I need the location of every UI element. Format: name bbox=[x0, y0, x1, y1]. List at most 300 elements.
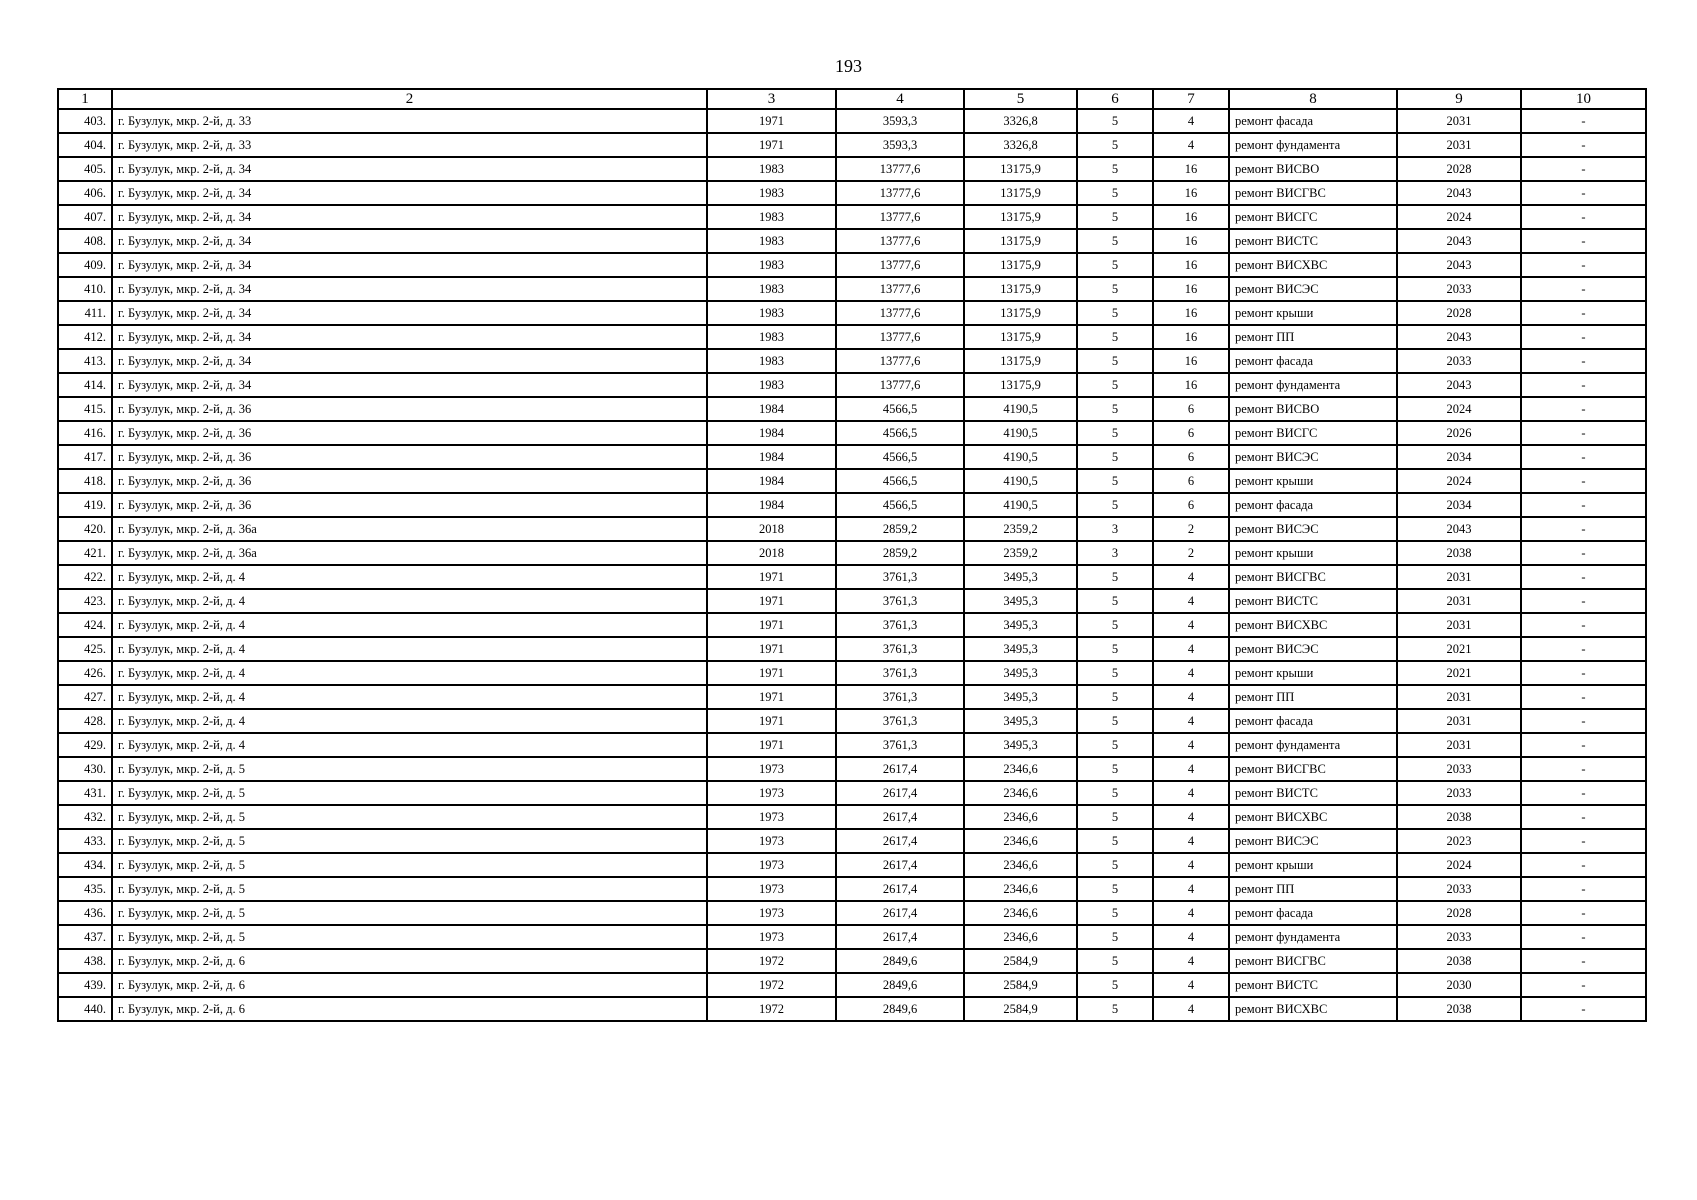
cell-total-area: 13777,6 bbox=[836, 349, 964, 373]
cell-entrances: 4 bbox=[1153, 733, 1229, 757]
cell-work-type: ремонт фасада bbox=[1229, 109, 1397, 133]
cell-year-built: 1971 bbox=[707, 613, 836, 637]
cell-total-area: 3761,3 bbox=[836, 709, 964, 733]
cell-note: - bbox=[1521, 637, 1646, 661]
cell-residential-area: 3495,3 bbox=[964, 661, 1077, 685]
cell-address: г. Бузулук, мкр. 2-й, д. 36 bbox=[112, 493, 707, 517]
cell-address: г. Бузулук, мкр. 2-й, д. 36 bbox=[112, 397, 707, 421]
cell-floors: 5 bbox=[1077, 949, 1153, 973]
cell-row-number: 422. bbox=[58, 565, 112, 589]
cell-year-built: 1983 bbox=[707, 277, 836, 301]
cell-year-built: 1971 bbox=[707, 637, 836, 661]
cell-total-area: 4566,5 bbox=[836, 397, 964, 421]
cell-planned-year: 2031 bbox=[1397, 733, 1521, 757]
cell-work-type: ремонт ВИСВО bbox=[1229, 397, 1397, 421]
cell-work-type: ремонт ВИСЭС bbox=[1229, 277, 1397, 301]
cell-row-number: 440. bbox=[58, 997, 112, 1021]
cell-address: г. Бузулук, мкр. 2-й, д. 36 bbox=[112, 421, 707, 445]
cell-floors: 5 bbox=[1077, 301, 1153, 325]
cell-row-number: 415. bbox=[58, 397, 112, 421]
cell-address: г. Бузулук, мкр. 2-й, д. 4 bbox=[112, 565, 707, 589]
cell-floors: 5 bbox=[1077, 325, 1153, 349]
table-row bbox=[58, 613, 1646, 637]
cell-planned-year: 2031 bbox=[1397, 109, 1521, 133]
table-body bbox=[58, 109, 1646, 1021]
cell-entrances: 6 bbox=[1153, 469, 1229, 493]
cell-work-type: ремонт ВИСЭС bbox=[1229, 445, 1397, 469]
column-header-3: 3 bbox=[707, 89, 836, 109]
cell-work-type: ремонт фундамента bbox=[1229, 373, 1397, 397]
cell-year-built: 1971 bbox=[707, 685, 836, 709]
cell-work-type: ремонт ВИСХВС bbox=[1229, 805, 1397, 829]
cell-year-built: 1983 bbox=[707, 373, 836, 397]
cell-total-area: 2617,4 bbox=[836, 853, 964, 877]
cell-row-number: 428. bbox=[58, 709, 112, 733]
table-row bbox=[58, 253, 1646, 277]
cell-total-area: 2617,4 bbox=[836, 829, 964, 853]
cell-year-built: 1971 bbox=[707, 733, 836, 757]
cell-floors: 5 bbox=[1077, 469, 1153, 493]
cell-year-built: 1971 bbox=[707, 589, 836, 613]
cell-residential-area: 2346,6 bbox=[964, 925, 1077, 949]
cell-note: - bbox=[1521, 901, 1646, 925]
cell-work-type: ремонт фасада bbox=[1229, 493, 1397, 517]
column-header-4: 4 bbox=[836, 89, 964, 109]
cell-floors: 5 bbox=[1077, 133, 1153, 157]
cell-row-number: 423. bbox=[58, 589, 112, 613]
cell-note: - bbox=[1521, 373, 1646, 397]
cell-note: - bbox=[1521, 469, 1646, 493]
cell-residential-area: 2584,9 bbox=[964, 949, 1077, 973]
cell-address: г. Бузулук, мкр. 2-й, д. 36а bbox=[112, 541, 707, 565]
cell-floors: 5 bbox=[1077, 349, 1153, 373]
cell-work-type: ремонт ВИСХВС bbox=[1229, 997, 1397, 1021]
cell-row-number: 404. bbox=[58, 133, 112, 157]
cell-planned-year: 2043 bbox=[1397, 517, 1521, 541]
cell-work-type: ремонт фундамента bbox=[1229, 733, 1397, 757]
cell-note: - bbox=[1521, 877, 1646, 901]
table-row bbox=[58, 205, 1646, 229]
cell-work-type: ремонт крыши bbox=[1229, 853, 1397, 877]
cell-residential-area: 4190,5 bbox=[964, 493, 1077, 517]
cell-floors: 5 bbox=[1077, 733, 1153, 757]
cell-residential-area: 3495,3 bbox=[964, 613, 1077, 637]
cell-address: г. Бузулук, мкр. 2-й, д. 36а bbox=[112, 517, 707, 541]
cell-work-type: ремонт фундамента bbox=[1229, 925, 1397, 949]
table-row bbox=[58, 277, 1646, 301]
cell-residential-area: 4190,5 bbox=[964, 421, 1077, 445]
cell-floors: 5 bbox=[1077, 709, 1153, 733]
cell-address: г. Бузулук, мкр. 2-й, д. 6 bbox=[112, 973, 707, 997]
cell-floors: 3 bbox=[1077, 541, 1153, 565]
cell-entrances: 4 bbox=[1153, 901, 1229, 925]
cell-address: г. Бузулук, мкр. 2-й, д. 5 bbox=[112, 805, 707, 829]
cell-row-number: 435. bbox=[58, 877, 112, 901]
table-row bbox=[58, 685, 1646, 709]
cell-total-area: 2849,6 bbox=[836, 973, 964, 997]
cell-work-type: ремонт ВИСЭС bbox=[1229, 829, 1397, 853]
cell-planned-year: 2024 bbox=[1397, 853, 1521, 877]
cell-note: - bbox=[1521, 277, 1646, 301]
table-row bbox=[58, 733, 1646, 757]
cell-floors: 5 bbox=[1077, 685, 1153, 709]
cell-row-number: 427. bbox=[58, 685, 112, 709]
cell-work-type: ремонт фасада bbox=[1229, 709, 1397, 733]
cell-total-area: 2849,6 bbox=[836, 997, 964, 1021]
table-row bbox=[58, 373, 1646, 397]
cell-work-type: ремонт крыши bbox=[1229, 469, 1397, 493]
cell-floors: 5 bbox=[1077, 781, 1153, 805]
cell-year-built: 1983 bbox=[707, 325, 836, 349]
cell-total-area: 4566,5 bbox=[836, 445, 964, 469]
cell-residential-area: 2346,6 bbox=[964, 829, 1077, 853]
cell-planned-year: 2031 bbox=[1397, 133, 1521, 157]
cell-entrances: 4 bbox=[1153, 637, 1229, 661]
table-row bbox=[58, 925, 1646, 949]
cell-entrances: 4 bbox=[1153, 853, 1229, 877]
cell-total-area: 13777,6 bbox=[836, 301, 964, 325]
cell-residential-area: 2346,6 bbox=[964, 757, 1077, 781]
cell-row-number: 416. bbox=[58, 421, 112, 445]
cell-total-area: 3761,3 bbox=[836, 733, 964, 757]
cell-note: - bbox=[1521, 157, 1646, 181]
cell-planned-year: 2043 bbox=[1397, 229, 1521, 253]
cell-total-area: 2849,6 bbox=[836, 949, 964, 973]
cell-address: г. Бузулук, мкр. 2-й, д. 36 bbox=[112, 469, 707, 493]
cell-planned-year: 2031 bbox=[1397, 709, 1521, 733]
column-header-5: 5 bbox=[964, 89, 1077, 109]
cell-entrances: 4 bbox=[1153, 925, 1229, 949]
cell-note: - bbox=[1521, 733, 1646, 757]
cell-entrances: 4 bbox=[1153, 109, 1229, 133]
cell-row-number: 417. bbox=[58, 445, 112, 469]
table-row bbox=[58, 541, 1646, 565]
cell-total-area: 3761,3 bbox=[836, 661, 964, 685]
cell-entrances: 16 bbox=[1153, 229, 1229, 253]
cell-work-type: ремонт ВИСХВС bbox=[1229, 613, 1397, 637]
cell-row-number: 408. bbox=[58, 229, 112, 253]
cell-floors: 5 bbox=[1077, 373, 1153, 397]
cell-note: - bbox=[1521, 709, 1646, 733]
cell-year-built: 1973 bbox=[707, 877, 836, 901]
cell-planned-year: 2038 bbox=[1397, 541, 1521, 565]
table-row bbox=[58, 637, 1646, 661]
cell-total-area: 3761,3 bbox=[836, 589, 964, 613]
cell-work-type: ремонт ВИСХВС bbox=[1229, 253, 1397, 277]
cell-row-number: 424. bbox=[58, 613, 112, 637]
cell-row-number: 412. bbox=[58, 325, 112, 349]
cell-residential-area: 4190,5 bbox=[964, 445, 1077, 469]
cell-planned-year: 2031 bbox=[1397, 685, 1521, 709]
cell-total-area: 13777,6 bbox=[836, 373, 964, 397]
cell-work-type: ремонт ВИСЭС bbox=[1229, 517, 1397, 541]
cell-work-type: ремонт ВИСТС bbox=[1229, 973, 1397, 997]
cell-total-area: 13777,6 bbox=[836, 229, 964, 253]
cell-year-built: 1984 bbox=[707, 445, 836, 469]
cell-residential-area: 3495,3 bbox=[964, 565, 1077, 589]
cell-floors: 5 bbox=[1077, 829, 1153, 853]
column-header-10: 10 bbox=[1521, 89, 1646, 109]
cell-floors: 5 bbox=[1077, 229, 1153, 253]
cell-note: - bbox=[1521, 253, 1646, 277]
cell-entrances: 4 bbox=[1153, 973, 1229, 997]
cell-residential-area: 3326,8 bbox=[964, 133, 1077, 157]
cell-note: - bbox=[1521, 661, 1646, 685]
table-row bbox=[58, 445, 1646, 469]
cell-residential-area: 3495,3 bbox=[964, 709, 1077, 733]
cell-entrances: 4 bbox=[1153, 685, 1229, 709]
cell-entrances: 16 bbox=[1153, 325, 1229, 349]
cell-year-built: 1973 bbox=[707, 901, 836, 925]
cell-floors: 5 bbox=[1077, 757, 1153, 781]
cell-note: - bbox=[1521, 613, 1646, 637]
cell-note: - bbox=[1521, 685, 1646, 709]
table-row bbox=[58, 877, 1646, 901]
cell-address: г. Бузулук, мкр. 2-й, д. 34 bbox=[112, 349, 707, 373]
cell-address: г. Бузулук, мкр. 2-й, д. 4 bbox=[112, 733, 707, 757]
cell-residential-area: 13175,9 bbox=[964, 205, 1077, 229]
page-number: 193 bbox=[835, 56, 862, 76]
cell-note: - bbox=[1521, 397, 1646, 421]
cell-total-area: 4566,5 bbox=[836, 469, 964, 493]
cell-entrances: 4 bbox=[1153, 133, 1229, 157]
cell-planned-year: 2021 bbox=[1397, 661, 1521, 685]
table-row bbox=[58, 133, 1646, 157]
cell-row-number: 433. bbox=[58, 829, 112, 853]
cell-address: г. Бузулук, мкр. 2-й, д. 34 bbox=[112, 301, 707, 325]
cell-work-type: ремонт ВИСТС bbox=[1229, 589, 1397, 613]
cell-note: - bbox=[1521, 205, 1646, 229]
cell-year-built: 2018 bbox=[707, 517, 836, 541]
cell-residential-area: 13175,9 bbox=[964, 325, 1077, 349]
cell-note: - bbox=[1521, 757, 1646, 781]
cell-note: - bbox=[1521, 421, 1646, 445]
cell-year-built: 1973 bbox=[707, 781, 836, 805]
cell-floors: 5 bbox=[1077, 805, 1153, 829]
cell-year-built: 1973 bbox=[707, 829, 836, 853]
cell-entrances: 6 bbox=[1153, 421, 1229, 445]
cell-entrances: 4 bbox=[1153, 757, 1229, 781]
cell-row-number: 403. bbox=[58, 109, 112, 133]
table-header-row bbox=[58, 89, 1646, 109]
cell-year-built: 1983 bbox=[707, 229, 836, 253]
cell-total-area: 3761,3 bbox=[836, 685, 964, 709]
cell-address: г. Бузулук, мкр. 2-й, д. 33 bbox=[112, 109, 707, 133]
cell-residential-area: 13175,9 bbox=[964, 301, 1077, 325]
cell-note: - bbox=[1521, 997, 1646, 1021]
cell-residential-area: 2346,6 bbox=[964, 853, 1077, 877]
cell-floors: 5 bbox=[1077, 661, 1153, 685]
cell-address: г. Бузулук, мкр. 2-й, д. 34 bbox=[112, 157, 707, 181]
cell-floors: 5 bbox=[1077, 109, 1153, 133]
cell-year-built: 1971 bbox=[707, 133, 836, 157]
cell-year-built: 2018 bbox=[707, 541, 836, 565]
cell-year-built: 1971 bbox=[707, 109, 836, 133]
column-header-6: 6 bbox=[1077, 89, 1153, 109]
column-header-9: 9 bbox=[1397, 89, 1521, 109]
cell-planned-year: 2034 bbox=[1397, 493, 1521, 517]
cell-work-type: ремонт ВИСГВС bbox=[1229, 565, 1397, 589]
cell-total-area: 2617,4 bbox=[836, 757, 964, 781]
cell-note: - bbox=[1521, 349, 1646, 373]
cell-planned-year: 2038 bbox=[1397, 997, 1521, 1021]
cell-note: - bbox=[1521, 805, 1646, 829]
cell-note: - bbox=[1521, 589, 1646, 613]
cell-planned-year: 2021 bbox=[1397, 637, 1521, 661]
cell-row-number: 432. bbox=[58, 805, 112, 829]
cell-address: г. Бузулук, мкр. 2-й, д. 5 bbox=[112, 781, 707, 805]
cell-floors: 5 bbox=[1077, 397, 1153, 421]
cell-year-built: 1983 bbox=[707, 253, 836, 277]
cell-address: г. Бузулук, мкр. 2-й, д. 4 bbox=[112, 589, 707, 613]
cell-residential-area: 2346,6 bbox=[964, 805, 1077, 829]
cell-note: - bbox=[1521, 925, 1646, 949]
cell-address: г. Бузулук, мкр. 2-й, д. 5 bbox=[112, 925, 707, 949]
cell-floors: 3 bbox=[1077, 517, 1153, 541]
cell-note: - bbox=[1521, 853, 1646, 877]
cell-total-area: 13777,6 bbox=[836, 325, 964, 349]
cell-entrances: 6 bbox=[1153, 493, 1229, 517]
table-row bbox=[58, 781, 1646, 805]
cell-year-built: 1972 bbox=[707, 973, 836, 997]
cell-year-built: 1973 bbox=[707, 805, 836, 829]
cell-residential-area: 2584,9 bbox=[964, 973, 1077, 997]
cell-row-number: 430. bbox=[58, 757, 112, 781]
cell-work-type: ремонт крыши bbox=[1229, 541, 1397, 565]
cell-row-number: 418. bbox=[58, 469, 112, 493]
cell-year-built: 1984 bbox=[707, 421, 836, 445]
cell-floors: 5 bbox=[1077, 181, 1153, 205]
table-row bbox=[58, 301, 1646, 325]
cell-entrances: 16 bbox=[1153, 205, 1229, 229]
cell-planned-year: 2024 bbox=[1397, 205, 1521, 229]
cell-address: г. Бузулук, мкр. 2-й, д. 34 bbox=[112, 181, 707, 205]
cell-floors: 5 bbox=[1077, 205, 1153, 229]
cell-row-number: 434. bbox=[58, 853, 112, 877]
cell-address: г. Бузулук, мкр. 2-й, д. 34 bbox=[112, 229, 707, 253]
cell-row-number: 437. bbox=[58, 925, 112, 949]
cell-entrances: 16 bbox=[1153, 373, 1229, 397]
cell-work-type: ремонт фасада bbox=[1229, 349, 1397, 373]
cell-work-type: ремонт крыши bbox=[1229, 661, 1397, 685]
cell-floors: 5 bbox=[1077, 997, 1153, 1021]
cell-year-built: 1984 bbox=[707, 493, 836, 517]
cell-note: - bbox=[1521, 949, 1646, 973]
cell-total-area: 2859,2 bbox=[836, 517, 964, 541]
cell-residential-area: 13175,9 bbox=[964, 253, 1077, 277]
cell-entrances: 4 bbox=[1153, 709, 1229, 733]
cell-row-number: 405. bbox=[58, 157, 112, 181]
cell-planned-year: 2028 bbox=[1397, 157, 1521, 181]
cell-address: г. Бузулук, мкр. 2-й, д. 34 bbox=[112, 325, 707, 349]
cell-address: г. Бузулук, мкр. 2-й, д. 4 bbox=[112, 709, 707, 733]
cell-total-area: 2617,4 bbox=[836, 925, 964, 949]
table-row bbox=[58, 949, 1646, 973]
cell-planned-year: 2024 bbox=[1397, 469, 1521, 493]
cell-floors: 5 bbox=[1077, 493, 1153, 517]
cell-address: г. Бузулук, мкр. 2-й, д. 4 bbox=[112, 661, 707, 685]
cell-residential-area: 3495,3 bbox=[964, 733, 1077, 757]
cell-row-number: 431. bbox=[58, 781, 112, 805]
cell-row-number: 413. bbox=[58, 349, 112, 373]
cell-total-area: 3593,3 bbox=[836, 133, 964, 157]
cell-note: - bbox=[1521, 829, 1646, 853]
cell-work-type: ремонт ВИСТС bbox=[1229, 229, 1397, 253]
cell-row-number: 439. bbox=[58, 973, 112, 997]
cell-row-number: 407. bbox=[58, 205, 112, 229]
cell-total-area: 13777,6 bbox=[836, 181, 964, 205]
cell-entrances: 16 bbox=[1153, 157, 1229, 181]
cell-planned-year: 2028 bbox=[1397, 901, 1521, 925]
cell-total-area: 3761,3 bbox=[836, 637, 964, 661]
cell-note: - bbox=[1521, 229, 1646, 253]
cell-floors: 5 bbox=[1077, 613, 1153, 637]
cell-total-area: 4566,5 bbox=[836, 421, 964, 445]
cell-work-type: ремонт ВИСГС bbox=[1229, 205, 1397, 229]
cell-note: - bbox=[1521, 301, 1646, 325]
cell-total-area: 13777,6 bbox=[836, 277, 964, 301]
cell-year-built: 1983 bbox=[707, 205, 836, 229]
cell-year-built: 1983 bbox=[707, 157, 836, 181]
cell-total-area: 2617,4 bbox=[836, 877, 964, 901]
table-row bbox=[58, 589, 1646, 613]
cell-address: г. Бузулук, мкр. 2-й, д. 36 bbox=[112, 445, 707, 469]
cell-floors: 5 bbox=[1077, 277, 1153, 301]
cell-year-built: 1973 bbox=[707, 853, 836, 877]
column-header-8: 8 bbox=[1229, 89, 1397, 109]
cell-work-type: ремонт ВИСТС bbox=[1229, 781, 1397, 805]
table-row bbox=[58, 853, 1646, 877]
cell-planned-year: 2033 bbox=[1397, 925, 1521, 949]
cell-entrances: 6 bbox=[1153, 397, 1229, 421]
cell-work-type: ремонт ПП bbox=[1229, 877, 1397, 901]
cell-address: г. Бузулук, мкр. 2-й, д. 33 bbox=[112, 133, 707, 157]
table-row bbox=[58, 325, 1646, 349]
cell-total-area: 3761,3 bbox=[836, 565, 964, 589]
cell-entrances: 4 bbox=[1153, 613, 1229, 637]
table-row bbox=[58, 517, 1646, 541]
cell-year-built: 1984 bbox=[707, 469, 836, 493]
cell-address: г. Бузулук, мкр. 2-й, д. 4 bbox=[112, 685, 707, 709]
cell-year-built: 1971 bbox=[707, 661, 836, 685]
cell-row-number: 436. bbox=[58, 901, 112, 925]
cell-residential-area: 13175,9 bbox=[964, 373, 1077, 397]
cell-residential-area: 2359,2 bbox=[964, 541, 1077, 565]
table-row bbox=[58, 709, 1646, 733]
cell-planned-year: 2038 bbox=[1397, 949, 1521, 973]
cell-floors: 5 bbox=[1077, 925, 1153, 949]
cell-entrances: 16 bbox=[1153, 277, 1229, 301]
cell-note: - bbox=[1521, 109, 1646, 133]
cell-total-area: 2859,2 bbox=[836, 541, 964, 565]
cell-entrances: 4 bbox=[1153, 781, 1229, 805]
cell-work-type: ремонт ВИСГВС bbox=[1229, 949, 1397, 973]
cell-note: - bbox=[1521, 973, 1646, 997]
cell-row-number: 411. bbox=[58, 301, 112, 325]
cell-planned-year: 2043 bbox=[1397, 253, 1521, 277]
cell-note: - bbox=[1521, 181, 1646, 205]
cell-year-built: 1972 bbox=[707, 997, 836, 1021]
cell-note: - bbox=[1521, 133, 1646, 157]
table-row bbox=[58, 349, 1646, 373]
column-header-7: 7 bbox=[1153, 89, 1229, 109]
cell-residential-area: 2346,6 bbox=[964, 781, 1077, 805]
cell-residential-area: 3495,3 bbox=[964, 685, 1077, 709]
cell-floors: 5 bbox=[1077, 973, 1153, 997]
repair-schedule-table bbox=[57, 88, 1647, 1022]
cell-work-type: ремонт ПП bbox=[1229, 685, 1397, 709]
cell-planned-year: 2031 bbox=[1397, 589, 1521, 613]
